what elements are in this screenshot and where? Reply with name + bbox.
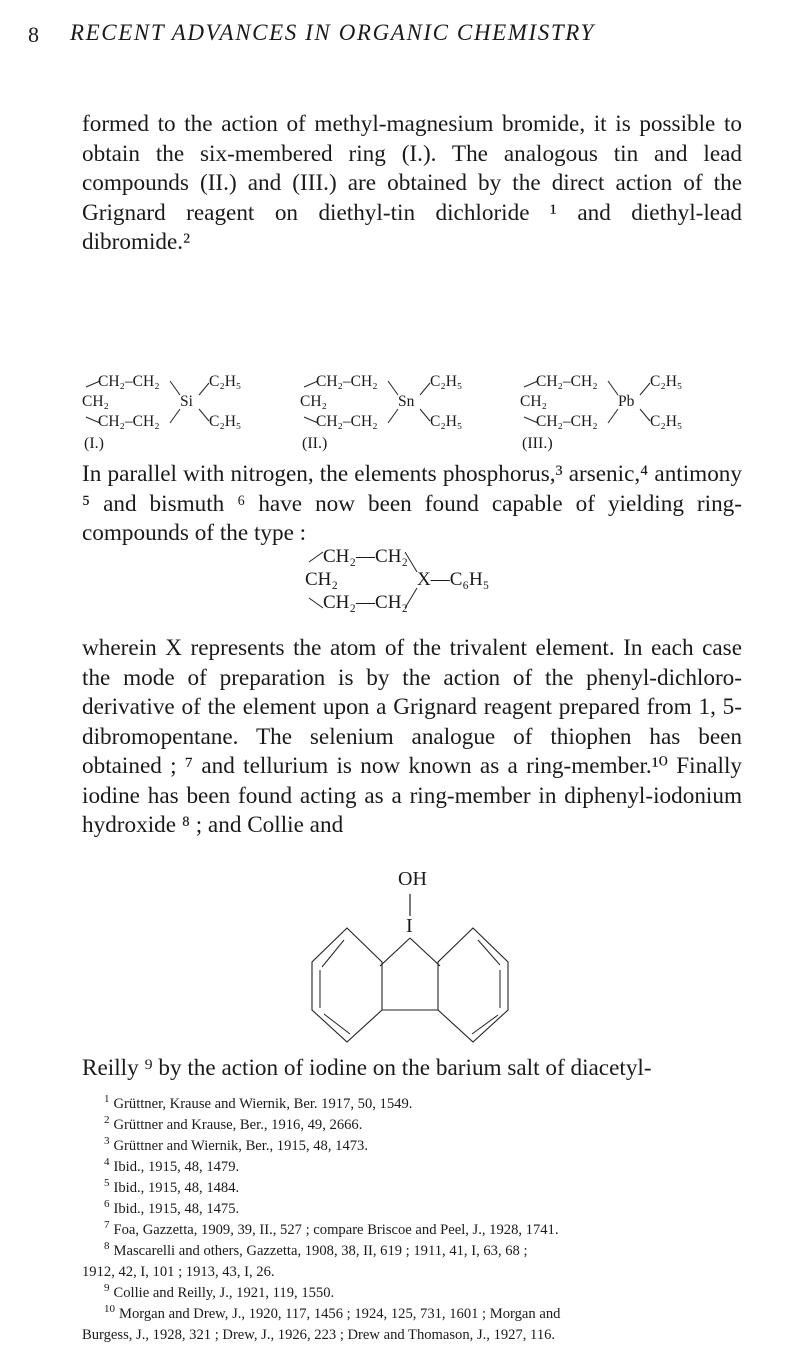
footnote bbox=[104, 1220, 749, 1240]
ethyl-group-top: C₂H₅ bbox=[209, 373, 242, 390]
footnote-number: 6 bbox=[104, 1198, 110, 1211]
diphenylene-rings bbox=[310, 870, 520, 1045]
structure-general bbox=[305, 546, 565, 616]
footnote-text: Burgess, J., 1928, 321 ; Drew, J., 1926, 223 ; Drew and Thomason, J., 1927, 116. bbox=[82, 1327, 556, 1343]
footnote-number: 9 bbox=[104, 1282, 110, 1295]
footnote bbox=[104, 1199, 749, 1219]
footnote bbox=[104, 1115, 749, 1135]
paragraph-1: formed to the action of methyl-magnesium bromide, it is possible to obtain the six-membered ring (I.). The analogous tin and lead compounds (II.) and (III.) are obtained by the direct action of the Grignard reagent on diethyl-tin dichloride ¹ and diethyl-lead dibromide.² bbox=[82, 111, 742, 255]
footnote-text: Mascarelli and others, Gazzetta, 1908, 38, II, 619 ; 1911, 41, I, 63, 68 ; bbox=[113, 1243, 528, 1259]
footnote bbox=[104, 1178, 749, 1198]
ring-left-group: CH₂ bbox=[520, 393, 547, 410]
ethyl-group-bottom: C₂H₅ bbox=[209, 413, 242, 430]
ring-top-group: CH₂–CH₂ bbox=[536, 373, 598, 390]
footnote-text: 1912, 42, I, 101 ; 1913, 43, I, 26. bbox=[82, 1264, 275, 1280]
footnote bbox=[104, 1094, 749, 1114]
structure-lead bbox=[520, 373, 740, 452]
structure-label: (I.) bbox=[84, 435, 104, 452]
ring-bottom-group: CH₂–CH₂ bbox=[98, 413, 160, 430]
footnote-number: 8 bbox=[104, 1240, 110, 1253]
running-title: RECENT ADVANCES IN ORGANIC CHEMISTRY bbox=[70, 20, 595, 45]
central-atom: Si bbox=[180, 393, 193, 410]
structure-iodonium bbox=[310, 870, 520, 1045]
ring-bottom-group: CH₂–CH₂ bbox=[536, 413, 598, 430]
paragraph-4: Reilly ⁹ by the action of iodine on the barium salt of diacetyl- bbox=[82, 1055, 652, 1081]
ring-left-group: CH₂ bbox=[82, 393, 109, 410]
footnote-continuation bbox=[82, 1325, 747, 1345]
footnote-number: 5 bbox=[104, 1177, 110, 1190]
ring-bottom-group: CH₂—CH₂ bbox=[323, 592, 409, 613]
paragraph-3: wherein X represents the atom of the trivalent element. In each case the mode of preparation is by the action of the phenyl-dichloro-derivative of the element upon a Grignard reagent prepared from 1, 5-dibromopentane. The selenium analogue of thiophen has been obtained ; ⁷ and tellurium is now known as a ring-member.¹⁰ Finally iodine has been found acting as a ring-member in diphenyl-iodonium hydroxide ⁸ ; and Collie and bbox=[82, 635, 742, 838]
page-number: 8 bbox=[28, 22, 39, 47]
central-atom: Sn bbox=[398, 393, 415, 410]
footnote bbox=[104, 1136, 749, 1156]
footnote bbox=[104, 1304, 749, 1324]
footnote-number: 7 bbox=[104, 1219, 110, 1232]
footnote bbox=[104, 1283, 749, 1303]
footnote-number: 10 bbox=[104, 1303, 115, 1316]
structure-tin bbox=[300, 373, 520, 452]
ring-bottom-group: CH₂–CH₂ bbox=[316, 413, 378, 430]
footnote-text: Grüttner, Krause and Wiernik, Ber. 1917, 50, 1549. bbox=[113, 1096, 413, 1112]
footnote-number: 1 bbox=[104, 1093, 110, 1106]
page-header bbox=[0, 12, 801, 72]
footnote bbox=[104, 1241, 749, 1261]
footnote-text: Grüttner and Krause, Ber., 1916, 49, 2666. bbox=[113, 1117, 363, 1133]
structure-label: (III.) bbox=[522, 435, 553, 452]
structure-label: (II.) bbox=[302, 435, 328, 452]
footnote-text: Ibid., 1915, 48, 1475. bbox=[113, 1201, 240, 1217]
footnote-number: 4 bbox=[104, 1156, 110, 1169]
ring-top-group: CH₂–CH₂ bbox=[316, 373, 378, 390]
ethyl-group-bottom: C₂H₅ bbox=[430, 413, 463, 430]
ethyl-group-bottom: C₂H₅ bbox=[650, 413, 683, 430]
iodine-label: I bbox=[406, 915, 413, 937]
footnote-number: 3 bbox=[104, 1135, 110, 1148]
ring-left-group: CH₂ bbox=[305, 569, 339, 590]
footnote-text: Ibid., 1915, 48, 1479. bbox=[113, 1159, 240, 1175]
footnote-text: Ibid., 1915, 48, 1484. bbox=[113, 1180, 240, 1196]
phenyl-substituent: X—C₆H₅ bbox=[417, 569, 490, 590]
ethyl-group-top: C₂H₅ bbox=[650, 373, 683, 390]
ring-top-group: CH₂–CH₂ bbox=[98, 373, 160, 390]
ring-left-group: CH₂ bbox=[300, 393, 327, 410]
footnote-continuation bbox=[82, 1262, 747, 1282]
hydroxyl-label: OH bbox=[398, 868, 427, 890]
footnote-text: Morgan and Drew, J., 1920, 117, 1456 ; 1924, 125, 731, 1601 ; Morgan and bbox=[119, 1306, 561, 1322]
ring-top-group: CH₂—CH₂ bbox=[323, 546, 409, 567]
footnote-text: Grüttner and Wiernik, Ber., 1915, 48, 1473. bbox=[113, 1138, 368, 1154]
footnote-number: 2 bbox=[104, 1114, 110, 1127]
footnote-text: Foa, Gazzetta, 1909, 39, II., 527 ; compare Briscoe and Peel, J., 1928, 1741. bbox=[113, 1222, 559, 1238]
central-atom: Pb bbox=[618, 393, 635, 410]
footnote bbox=[104, 1157, 749, 1177]
footnote-text: Collie and Reilly, J., 1921, 119, 1550. bbox=[113, 1285, 335, 1301]
paragraph-2: In parallel with nitrogen, the elements phosphorus,³ arsenic,⁴ antimony ⁵ and bismuth ⁶ have now been found capable of yielding ring-compounds of the type : bbox=[82, 461, 742, 546]
ethyl-group-top: C₂H₅ bbox=[430, 373, 463, 390]
structure-silicon bbox=[82, 373, 302, 452]
